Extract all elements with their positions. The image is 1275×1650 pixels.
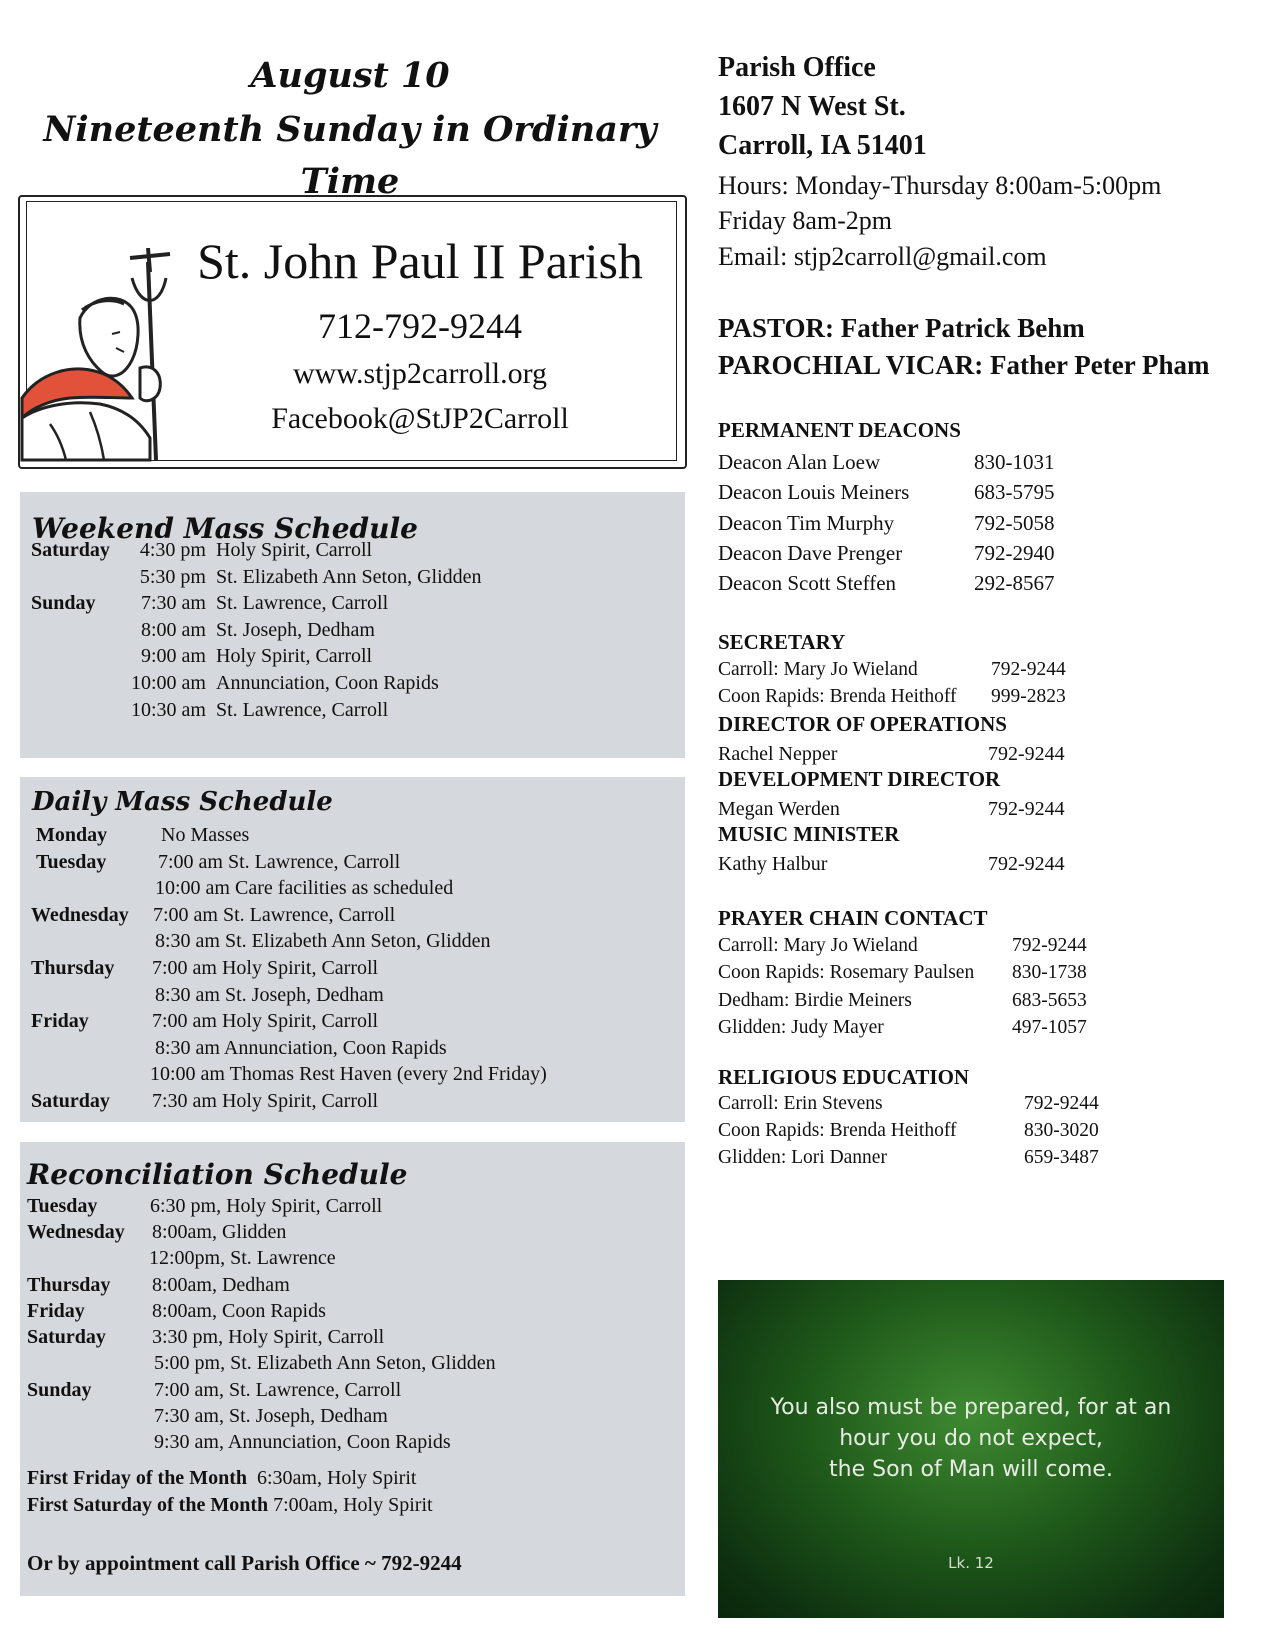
mass-location: St. Lawrence, Carroll [216,592,389,615]
first-friday-text: 6:30am, Holy Spirit [256,1467,417,1489]
list-item [718,659,1066,681]
reconciliation-day: Friday [27,1300,85,1322]
daily-mass-panel [20,777,685,1122]
verse-line: You also must be prepared, for at an [770,1395,1172,1420]
parish-facebook-link[interactable]: Facebook@StJP2Carroll [271,402,569,435]
bulletin-date: August 10 [250,55,450,96]
list-item [718,540,1055,566]
secretary-heading: SECRETARY [718,630,846,654]
mass-location: Holy Spirit, Carroll [216,645,373,668]
verse-text [718,1392,1224,1485]
mass-location: Holy Spirit, Carroll [216,539,373,561]
mass-day: Monday [36,824,108,846]
contact-phone: 792-9244 [1024,1093,1099,1114]
mass-time: 10:30 am [131,698,206,721]
contact-name: Deacon Alan Loew [718,450,881,474]
development-phone: 792-9244 [988,798,1065,820]
contact-name: Carroll: Erin Stevens [718,1093,883,1114]
mass-time: 9:00 am [141,645,206,668]
contact-name: Carroll: Mary Jo Wieland [718,659,918,680]
mass-day: Wednesday [31,903,129,926]
contact-name: Carroll: Mary Jo Wieland [718,935,918,956]
contact-phone: 683-5795 [974,480,1055,505]
mass-detail: 7:00 am Holy Spirit, Carroll [152,957,379,979]
mass-detail: 8:30 am St. Elizabeth Ann Seton, Glidden [155,930,491,953]
mass-day: Sunday [31,592,96,615]
development-name: Megan Werden [718,798,840,820]
first-saturday-label: First Saturday of the Month [27,1494,269,1516]
contact-name: Deacon Scott Steffen [718,571,897,596]
contact-phone: 999-2823 [991,686,1066,707]
contact-phone: 292-8567 [974,571,1055,596]
operations-phone: 792-9244 [988,743,1065,765]
contact-name: Glidden: Judy Mayer [718,1016,884,1038]
operations-contact [718,743,1065,766]
contact-phone: 792-5058 [974,510,1055,535]
parish-name: St. John Paul II Parish [197,233,643,289]
mass-detail: 10:00 am Thomas Rest Haven (every 2nd Friday) [150,1063,547,1086]
table-row [31,590,388,616]
list-item [718,571,1055,596]
development-contact [718,798,1065,821]
table-row [31,564,482,590]
reconciliation-day: Sunday [27,1379,92,1401]
contact-name: Deacon Tim Murphy [718,510,895,535]
office-title: Parish Office [718,52,876,83]
mass-detail: 7:00 am St. Lawrence, Carroll [153,903,396,926]
contact-phone: 830-3020 [1024,1120,1099,1141]
office-city: Carroll, IA 51401 [718,130,927,161]
parish-website-link[interactable]: www.stjp2carroll.org [292,357,548,390]
table-row [31,697,388,723]
operations-heading: DIRECTOR OF OPERATIONS [718,712,1007,736]
verse-line: hour you do not expect, [839,1426,1103,1451]
mass-day: Saturday [31,539,110,561]
reconciliation-day: Thursday [27,1274,111,1296]
reconciliation-day: Tuesday [27,1195,98,1217]
list-item [718,1120,1099,1142]
table-row [31,537,372,563]
contact-name: Coon Rapids: Brenda Heithoff [718,1120,957,1141]
reconciliation-detail: 3:30 pm, Holy Spirit, Carroll [152,1326,385,1348]
mass-detail: 7:00 am Holy Spirit, Carroll [152,1010,379,1033]
list-item [718,1147,1099,1169]
table-row [31,670,439,696]
reconciliation-title: Reconciliation Schedule [27,1158,408,1191]
reconciliation-detail: 6:30 pm, Holy Spirit, Carroll [150,1195,383,1217]
list-item [718,1093,1099,1115]
contact-name: Dedham: Birdie Meiners [718,989,912,1011]
list-item [718,450,1055,475]
contact-name: Glidden: Lori Danner [718,1147,887,1168]
weekend-mass-panel [20,492,685,758]
mass-time: 7:30 am [141,592,206,615]
contact-name: Coon Rapids: Rosemary Paulsen [718,962,975,984]
music-name: Kathy Halbur [718,853,828,875]
music-phone: 792-9244 [988,853,1065,875]
contact-phone: 659-3487 [1024,1147,1099,1168]
weekend-mass-title: Weekend Mass Schedule [32,512,418,545]
first-friday-label: First Friday of the Month [27,1467,247,1489]
parish-phone[interactable]: 712-792-9244 [318,306,522,346]
mass-time: 5:30 pm [139,565,206,588]
religious-ed-heading: RELIGIOUS EDUCATION [718,1065,970,1089]
contact-phone: 792-2940 [974,540,1055,565]
list-item [718,989,1087,1012]
mass-detail: 7:30 am Holy Spirit, Carroll [152,1090,379,1112]
office-hours-weekday: Hours: Monday-Thursday 8:00am-5:00pm [718,171,1162,200]
appointment-note: Or by appointment call Parish Office ~ 792-9244 [27,1551,462,1575]
pastor-line: PASTOR: Father Patrick Behm [718,313,1085,343]
music-heading: MUSIC MINISTER [718,822,900,846]
reconciliation-detail: 12:00pm, St. Lawrence [149,1247,336,1269]
reconciliation-detail: 8:00am, Dedham [152,1274,290,1296]
list-item [718,510,1055,536]
reconciliation-day: Saturday [27,1326,106,1348]
mass-location: Annunciation, Coon Rapids [216,672,439,694]
list-item [718,962,1087,984]
mass-detail: No Masses [161,824,250,846]
contact-phone: 830-1031 [974,450,1055,474]
mass-time: 10:00 am [131,672,206,694]
table-row [31,617,375,643]
mass-day: Saturday [31,1090,110,1112]
list-item [718,1016,1087,1039]
mass-detail: 8:30 am Annunciation, Coon Rapids [155,1036,447,1059]
mass-detail: 10:00 am Care facilities as scheduled [155,877,454,900]
office-street: 1607 N West St. [718,91,906,122]
list-item [718,480,1055,505]
mass-day: Thursday [31,957,115,979]
first-friday-row [27,1465,416,1491]
liturgical-occasion: Nineteenth Sunday in Ordinary Time [43,109,657,202]
mass-detail: 8:30 am St. Joseph, Dedham [155,983,384,1006]
first-saturday-text: 7:00am, Holy Spirit [273,1494,433,1516]
mass-location: St. Lawrence, Carroll [216,698,389,721]
contact-phone: 683-5653 [1012,989,1087,1011]
contact-phone: 497-1057 [1012,1016,1087,1038]
contact-phone: 792-9244 [991,659,1066,680]
list-item [718,935,1087,957]
verse-line: the Son of Man will come. [829,1457,1113,1482]
development-heading: DEVELOPMENT DIRECTOR [718,767,1001,791]
mass-time: 4:30 pm [139,539,206,561]
mass-location: St. Joseph, Dedham [216,618,375,641]
mass-day: Friday [31,1010,89,1033]
reconciliation-detail: 7:00 am, St. Lawrence, Carroll [154,1379,402,1401]
reconciliation-detail: 7:30 am, St. Joseph, Dedham [154,1405,388,1427]
table-row [31,643,372,669]
daily-mass-title: Daily Mass Schedule [32,787,333,817]
contact-name: Deacon Dave Prenger [718,540,903,565]
verse-reference: Lk. 12 [948,1554,994,1572]
mass-time: 8:00 am [141,618,206,641]
reconciliation-detail: 5:00 pm, St. Elizabeth Ann Seton, Glidden [154,1352,496,1374]
contact-name: Coon Rapids: Brenda Heithoff [718,686,957,707]
office-email[interactable]: Email: stjp2carroll@gmail.com [718,242,1047,271]
office-hours-friday: Friday 8am-2pm [718,206,893,235]
mass-day: Tuesday [36,850,107,873]
deacons-heading: PERMANENT DEACONS [718,418,961,442]
list-item [718,686,1066,708]
reconciliation-panel [20,1142,685,1596]
first-saturday-row [27,1492,433,1518]
mass-detail: 7:00 am St. Lawrence, Carroll [158,850,401,873]
contact-phone: 792-9244 [1012,935,1087,956]
contact-phone: 830-1738 [1012,962,1087,984]
operations-name: Rachel Nepper [718,743,838,765]
reconciliation-detail: 9:30 am, Annunciation, Coon Rapids [154,1431,451,1453]
mass-location: St. Elizabeth Ann Seton, Glidden [216,565,482,588]
scripture-verse-image [718,1280,1224,1618]
reconciliation-detail: 8:00am, Glidden [152,1221,287,1243]
reconciliation-day: Wednesday [27,1221,125,1243]
contact-name: Deacon Louis Meiners [718,480,910,505]
music-contact [718,853,1065,876]
prayer-chain-heading: PRAYER CHAIN CONTACT [718,906,988,930]
vicar-line: PAROCHIAL VICAR: Father Peter Pham [718,350,1210,380]
reconciliation-detail: 8:00am, Coon Rapids [152,1300,326,1322]
